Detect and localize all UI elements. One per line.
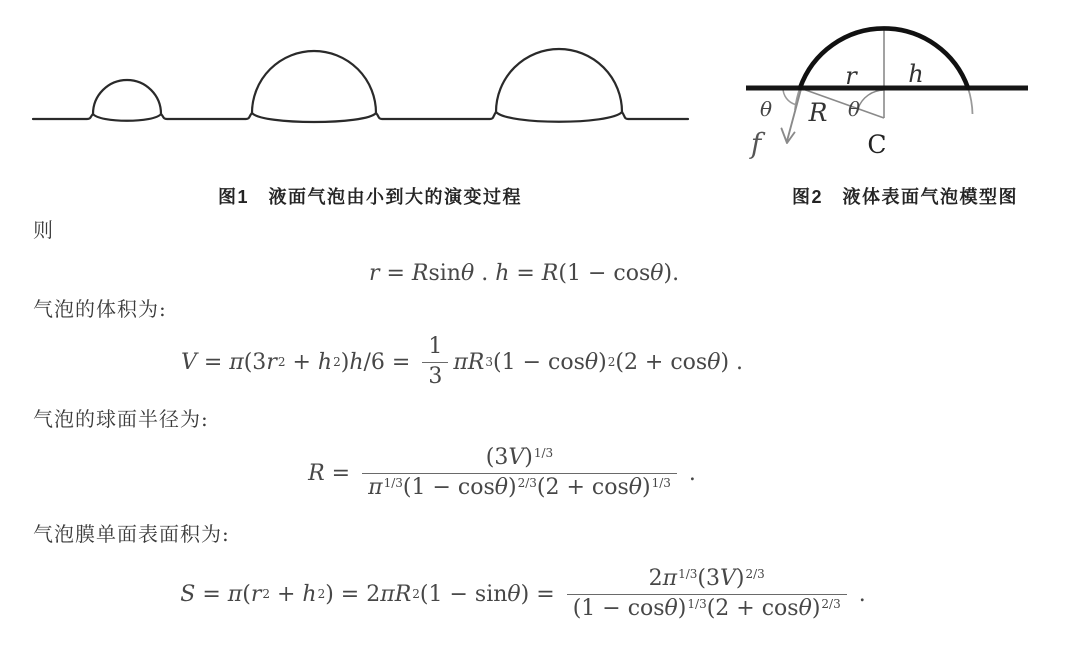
- label-r: r: [845, 62, 857, 90]
- figure-1-caption: 图1 液面气泡由小到大的演变过程: [217, 187, 522, 207]
- equation-volume: V = π (3 r 2 + h 2 ) h /6 = $\frac{1}{3}$ π R 3 (1 − cos θ ) 2 (2 + cos θ ) .: [0, 330, 1001, 394]
- label-R: R: [808, 98, 828, 127]
- equation-radius: R = $\frac{(3V)^{1/3}}{\pi^{1/3}(1 - \cos\theta)^{2/3}(2 + \cos\theta)^{1/3}}$ .: [0, 432, 1041, 514]
- figure-1-bubble-evolution-diagram: [25, 36, 695, 128]
- label-theta-left: θ: [759, 97, 773, 121]
- center-angle-arc: [858, 90, 884, 109]
- force-f-vector: [782, 89, 802, 143]
- label-theta-center: θ: [847, 97, 861, 121]
- medium-bubble-outline: [252, 51, 376, 122]
- then-label: 则: [33, 218, 54, 242]
- figure-2-bubble-model-diagram: [735, 12, 1040, 167]
- right-film-continuation-arc: [968, 88, 973, 114]
- label-h: h: [908, 60, 924, 88]
- volume-section-label: 气泡的体积为:: [33, 297, 167, 321]
- large-bubble-outline: [496, 49, 622, 122]
- label-C: C: [867, 130, 887, 159]
- label-f: f: [750, 127, 762, 160]
- radius-section-label: 气泡的球面半径为:: [33, 407, 209, 431]
- equation-surface-area: S = π ( r 2 + h 2 ) = 2 π R 2 (1 − sin θ ) = $\frac{2\pi^{1/3}(3V)^{2/3}}{(1 - \cos\theta)^{1/3}(2 + \cos\theta)^{2/3}}$ .: [0, 552, 1062, 636]
- surface-section-label: 气泡膜单面表面积为:: [33, 522, 230, 546]
- small-bubble-outline: [93, 80, 161, 121]
- figure-2-caption: 图2 液体表面气泡模型图: [791, 187, 1018, 207]
- equation-r-h: r = R sin θ . h = R (1 − cos θ ).: [368, 260, 680, 286]
